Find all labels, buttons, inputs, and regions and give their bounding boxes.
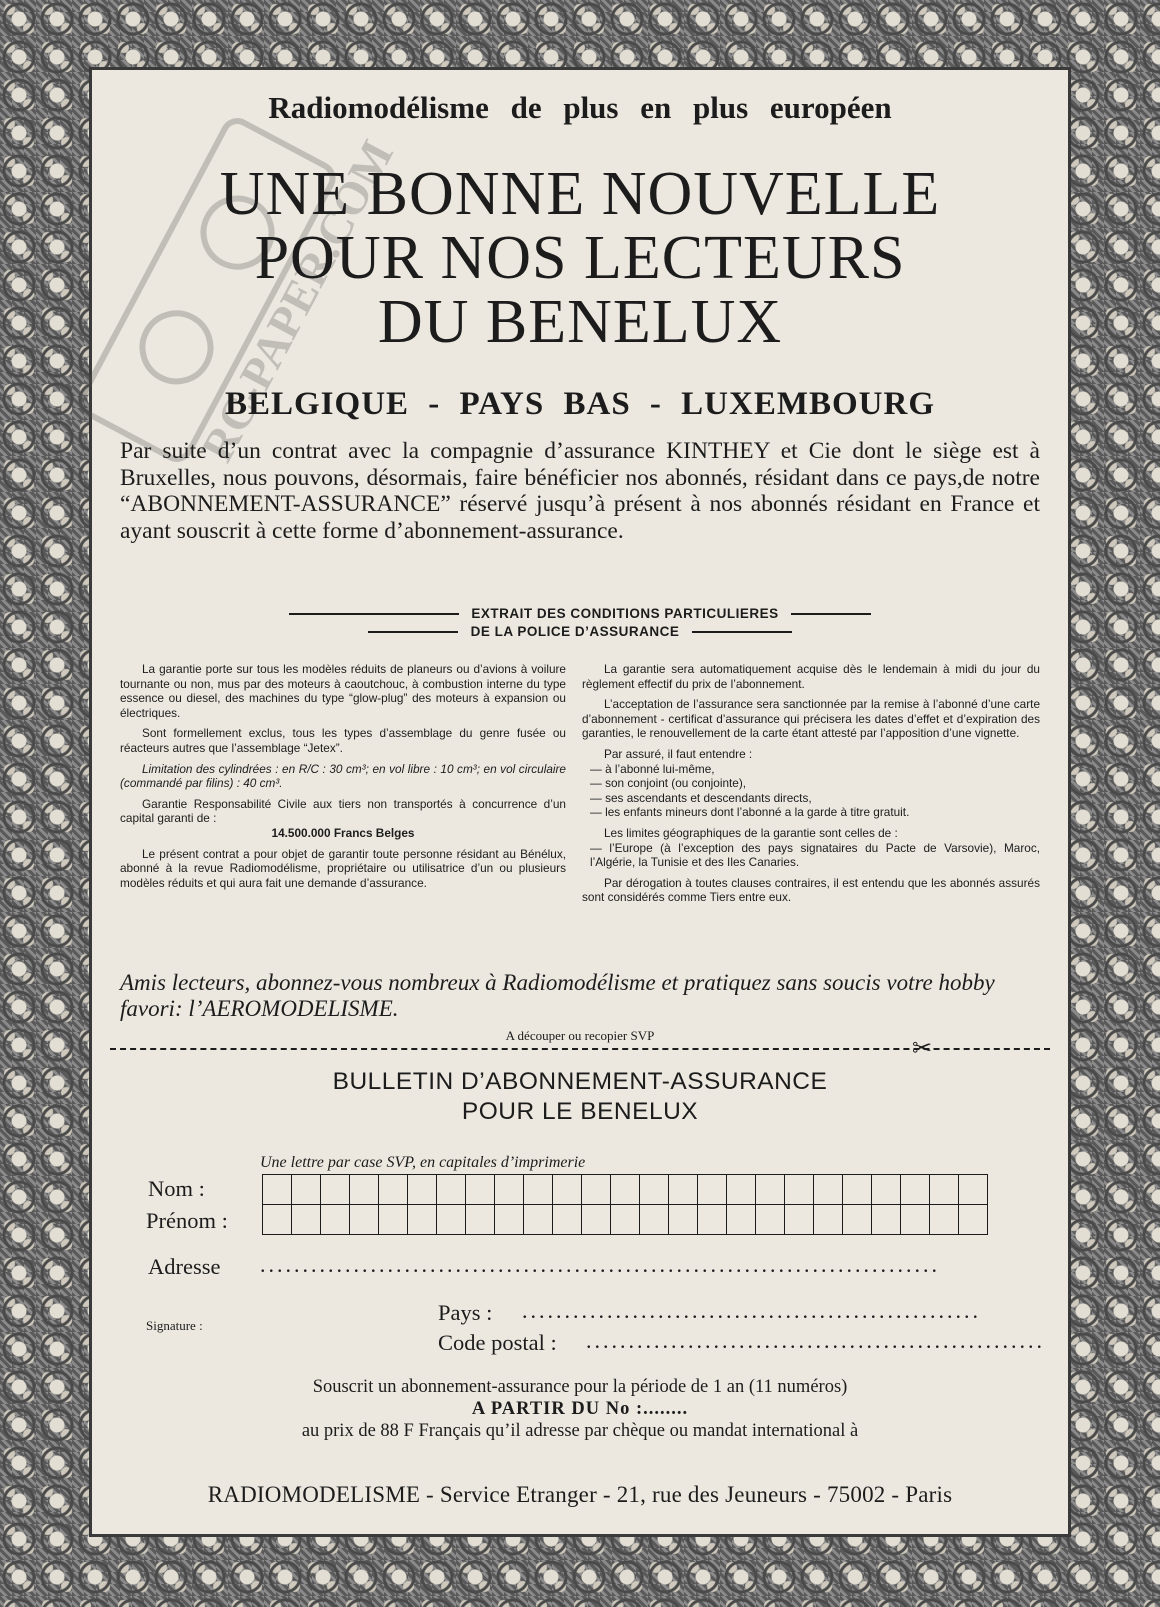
code-postal-field[interactable]: ...................................................... xyxy=(586,1328,1045,1353)
form-title-2: POUR LE BENELUX xyxy=(461,1098,699,1125)
list-item: — ses ascendants et descendants directs, xyxy=(590,790,812,805)
conditions-left-column xyxy=(120,662,566,896)
condition-paragraph: Par assuré, il faut entendre : xyxy=(604,746,753,761)
insured-list xyxy=(582,762,1040,820)
extract-title-2-text: DE LA POLICE D’ASSURANCE xyxy=(470,624,680,639)
rule xyxy=(791,613,871,615)
extract-title-2 xyxy=(92,624,1068,639)
adresse-label: Adresse xyxy=(148,1254,221,1279)
condition-paragraph: Garantie Responsabilité Civile aux tiers non transportés à concurrence d’un capital garanti de : xyxy=(120,796,566,826)
nom-letter-grid[interactable] xyxy=(262,1174,988,1205)
condition-paragraph: L’acceptation de l’assurance sera sanctionnée par la remise à l’abonné d’une carte d’abonnement - certificat d’assurance qui précisera les dates d’effet et d’expiration des garanties, le renouvellement de la carte étant attesté par l’apposition d’une vignette. xyxy=(582,697,1040,741)
rule xyxy=(692,631,792,633)
prenom-label: Prénom : xyxy=(146,1208,228,1233)
capital-amount: 14.500.000 Francs Belges xyxy=(271,825,415,840)
signature-label: Signature : xyxy=(146,1318,203,1333)
nom-label: Nom : xyxy=(148,1176,205,1201)
content-panel xyxy=(92,70,1068,1534)
extract-title-1-text: EXTRAIT DES CONDITIONS PARTICULIERES xyxy=(471,606,779,621)
watermark-text: RC-PAPER.COM xyxy=(191,131,403,470)
conditions-right-column xyxy=(582,662,1040,911)
list-item: — son conjoint (ou conjointe), xyxy=(590,776,747,791)
grid-caption: Une lettre par case SVP, en capitales d’imprimerie xyxy=(260,1154,586,1171)
condition-paragraph: Les limites géographiques de la garantie sont celles de : xyxy=(604,825,898,840)
geography-list xyxy=(582,841,1040,870)
condition-paragraph: Le présent contrat a pour objet de garantir toute personne résidant au Bénélux, abonné à la revue Radiomodélisme, propriétaire ou utilisatrice d’un ou plusieurs modèles réduits et qui aura fait une demande d’assurance. xyxy=(120,846,566,890)
condition-paragraph: Par dérogation à toutes clauses contraires, il est entendu que les abonnés assurés sont considérés comme Tiers entre eux. xyxy=(582,875,1040,905)
offer-line-2: A PARTIR DU No :........ xyxy=(471,1399,689,1419)
pays-label: Pays : xyxy=(438,1300,493,1325)
kicker: Radiomodélisme de plus en plus européen xyxy=(268,90,892,125)
footer-address: RADIOMODELISME - Service Etranger - 21, rue des Jeuneurs - 75002 - Paris xyxy=(207,1482,953,1507)
condition-paragraph: Limitation des cylindrées : en R/C : 30 cm³; en vol libre : 10 cm³; en vol circulaire (commandé par filins) : 40 cm³. xyxy=(120,761,566,791)
cut-note: A découper ou recopier SVP xyxy=(505,1028,655,1043)
appeal-text: Amis lecteurs, abonnez-vous nombreux à Radiomodélisme et pratiquez sans soucis votre hobby favori: l’AEROMODELISME. xyxy=(120,970,995,1021)
headline-line-3: DU BENELUX xyxy=(377,288,783,356)
intro-paragraph: Par suite d’un contrat avec la compagnie d’assurance KINTHEY et Cie dont le siège est à Bruxelles, nous pouvons, désormais, faire bénéficier nos abonnés, résidant dans ce pays,de notre “ABONNEMENT-ASSURANCE” réservé jusqu’à présent à nos abonnés résidant en France et ayant souscrit à cette forme d’abonnement-assurance. xyxy=(120,438,1040,544)
offer-line-3: au prix de 88 F Français qu’il adresse par chèque ou mandat international à xyxy=(301,1421,859,1441)
cut-line xyxy=(110,1048,1050,1050)
headline-line-1: UNE BONNE NOUVELLE xyxy=(219,160,941,228)
condition-paragraph: Sont formellement exclus, tous les types d’assemblage du genre fusée ou réacteurs autres que l’assemblage “Jetex”. xyxy=(120,726,566,755)
prenom-letter-grid[interactable] xyxy=(262,1205,988,1235)
form-title-1: BULLETIN D’ABONNEMENT-ASSURANCE xyxy=(332,1068,828,1095)
list-item: — à l’abonné lui-même, xyxy=(590,761,715,776)
condition-paragraph: La garantie porte sur tous les modèles réduits de planeurs ou d’avions à voilure tournante ou non, mus par des moteurs à caoutchouc, à combustion interne du type essence ou diesel, des machines du type “glow-plug” des moteurs à expansion ou électriques. xyxy=(120,662,566,720)
rule xyxy=(289,613,459,615)
scissors-icon: ✂ xyxy=(912,1036,933,1062)
adresse-field[interactable]: ................................................................................ xyxy=(260,1252,940,1277)
pays-field[interactable]: ...................................................... xyxy=(522,1298,981,1323)
code-postal-label: Code postal : xyxy=(438,1330,557,1355)
condition-paragraph: La garantie sera automatiquement acquise dès le lendemain à midi du jour du règlement effectif du prix de l’abonnement. xyxy=(582,662,1040,691)
rule xyxy=(368,631,458,633)
offer-line-1: Souscrit un abonnement-assurance pour la période de 1 an (11 numéros) xyxy=(312,1377,848,1397)
list-item: — les enfants mineurs dont l’abonné a la garde à titre gratuit. xyxy=(590,805,910,820)
countries: BELGIQUE - PAYS BAS - LUXEMBOURG xyxy=(224,386,935,422)
headline-line-2: POUR NOS LECTEURS xyxy=(254,224,906,292)
list-item: — l’Europe (à l’exception des pays signataires du Pacte de Varsovie), Maroc, l’Algérie, la Tunisie et des Iles Canaries. xyxy=(590,840,1040,870)
extract-title-1 xyxy=(92,606,1068,621)
